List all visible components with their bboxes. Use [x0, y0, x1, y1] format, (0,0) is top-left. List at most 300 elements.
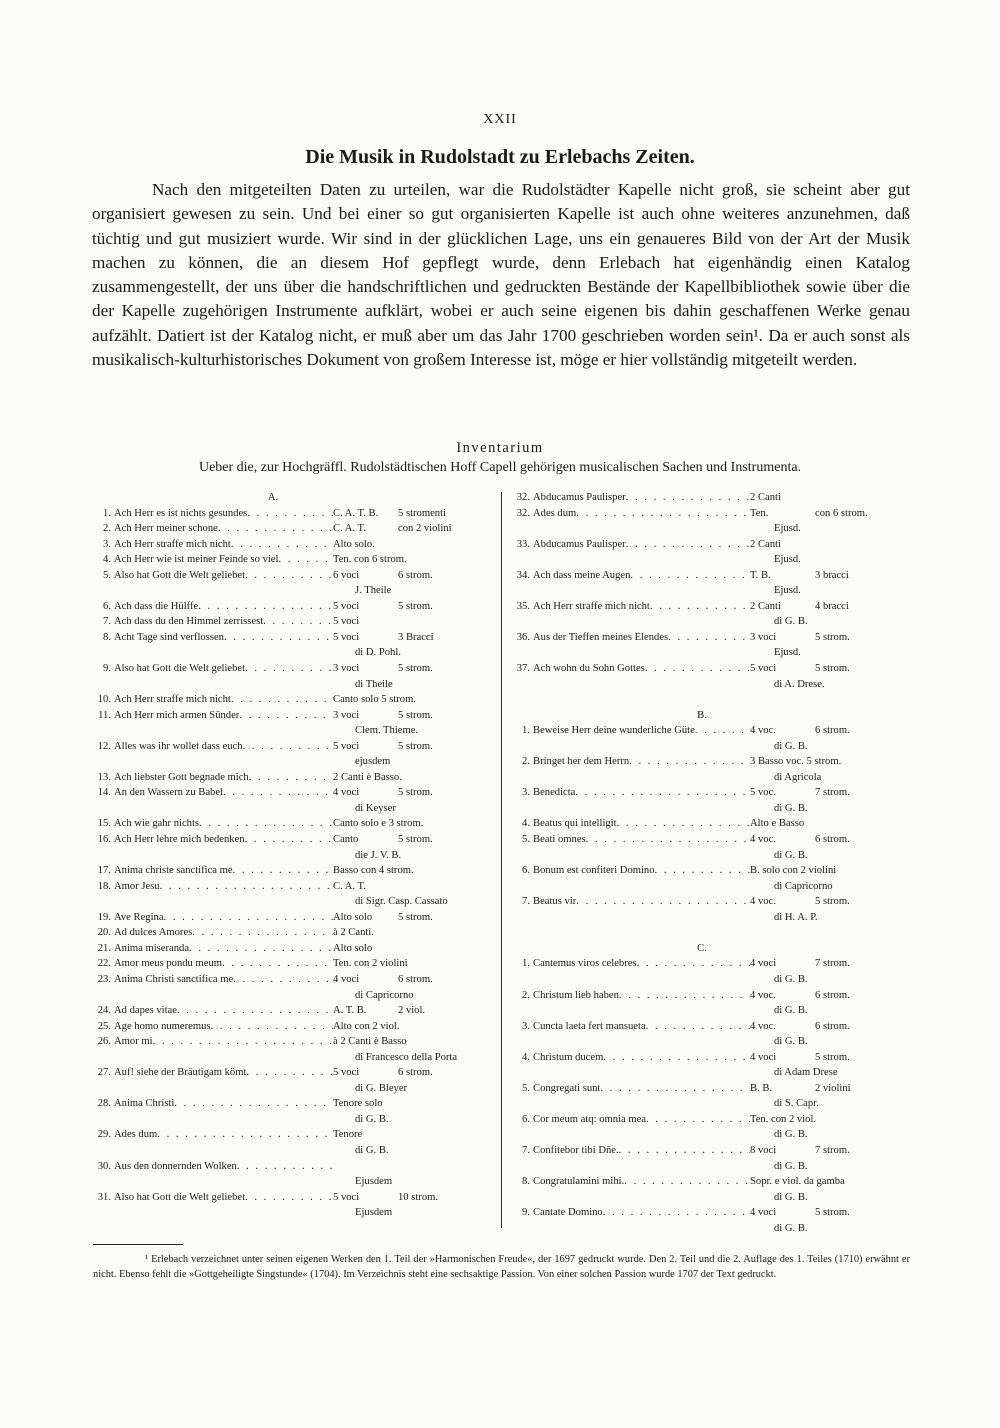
catalog-entry — [93, 770, 496, 786]
leader-dots — [619, 1143, 750, 1159]
catalog-entry — [512, 1112, 902, 1128]
catalog-entry — [93, 925, 496, 941]
entry-attribution: di S. Capr. — [774, 1098, 819, 1110]
catalog-entry — [93, 630, 496, 646]
catalog-entry — [512, 754, 902, 770]
catalog-entry — [93, 1096, 496, 1112]
entry-instruments: 3 Bracci — [398, 631, 434, 643]
entry-title: Ades dum — [533, 507, 577, 519]
catalog-entry — [512, 956, 902, 972]
entry-instruments — [398, 770, 496, 786]
entry-title: Congratulamini mihi. — [533, 1176, 625, 1188]
entry-instruments: 4 bracci — [815, 600, 849, 612]
entry-instruments: 6 strom. — [815, 989, 850, 1001]
entry-title: Anima Christi — [114, 1098, 175, 1110]
entry-title-cell — [512, 1143, 750, 1159]
leader-dots — [626, 537, 750, 553]
entry-instruments — [398, 614, 496, 630]
entry-number: 9. — [522, 1207, 530, 1219]
entry-number: 4. — [522, 1051, 530, 1063]
entry-attribution: di Theile — [355, 678, 393, 690]
entry-voices: 4 voci — [750, 1051, 777, 1063]
catalog-left-column — [93, 490, 496, 1221]
entry-instruments: 7 strom. — [815, 1144, 850, 1156]
catalog-entry — [93, 1003, 496, 1019]
catalog-entry — [93, 785, 496, 801]
entry-number: 6. — [522, 865, 530, 877]
entry-instruments — [815, 863, 902, 879]
footnote: ¹ Erlebach verzeichnet unter seinen eigenen Werken den 1. Teil der »Harmonischen Freude«, der 1697 gedruckt wurde. Den 2. Teil und die 2. Auflage des 1. Teiles (1710) erwähnt er nicht. Ebenso fehlt die »Gottgeheiligte Singstunde« (1704). Im Verzeichnis steht eine sechsaktige Passion. Von einer solchen Passion wurde 1707 der Text gedruckt. — [93, 1254, 910, 1280]
catalog-entry — [93, 863, 496, 879]
entry-title: Beweise Herr deine wunderliche Güte — [533, 725, 695, 737]
entry-title: Ach Herr straffe mich nicht — [533, 600, 650, 612]
entry-attribution: di H. A. P. — [774, 911, 818, 923]
entry-voices: C. A. T. B. — [333, 507, 379, 519]
leader-dots — [245, 1190, 333, 1206]
entry-number: 30. — [97, 1160, 111, 1172]
entry-title-cell — [512, 568, 750, 584]
entry-instruments: con 2 violini — [398, 523, 452, 535]
entry-title: Congregati sunt — [533, 1082, 601, 1094]
entry-title: Bringet her dem Herrn — [533, 756, 630, 768]
entry-voices: Canto solo 5 strom. — [333, 694, 416, 706]
entry-attribution: di G. B. — [774, 616, 808, 628]
entry-title-cell — [93, 1190, 333, 1206]
entry-title: Acht Tage sind verflossen — [114, 631, 224, 643]
entry-title: Ach liebster Gott begnade mich — [114, 771, 249, 783]
entry-voices: 5 voci — [333, 600, 360, 612]
entry-instruments — [398, 863, 496, 879]
entry-number: 32. — [516, 507, 530, 519]
page-title: Die Musik in Rudolstadt zu Erlebachs Zeiten. — [305, 146, 695, 168]
entry-attribution: di Adam Drese — [774, 1067, 838, 1079]
entry-title-cell — [93, 879, 333, 895]
entry-title: Ach Herr wie ist meiner Feinde so viel — [114, 554, 279, 566]
entry-instruments: 5 stromenti — [398, 507, 446, 519]
catalog-entry — [512, 1050, 902, 1066]
entry-instruments: 2 viol. — [398, 1005, 426, 1017]
entry-title: Ach Herr straffe mich nicht — [114, 694, 231, 706]
entry-voices: C. A. T. — [333, 880, 366, 892]
entry-number: 7. — [103, 616, 111, 628]
entry-number: 2. — [522, 756, 530, 768]
leader-dots — [645, 661, 750, 677]
entry-voices: 5 voci — [333, 1067, 360, 1079]
entry-number: 33. — [516, 538, 530, 550]
entry-number: 26. — [97, 1036, 111, 1048]
entry-voices: 6 voci — [333, 569, 360, 581]
entry-instruments: 6 strom. — [815, 1020, 850, 1032]
leader-dots — [218, 521, 333, 537]
entry-instruments: 2 violini — [815, 1082, 851, 1094]
entry-voices: Ten. con 2 viol. — [750, 1113, 817, 1125]
entry-attribution: di G. B. — [774, 740, 808, 752]
entry-voices: Alto solo — [333, 942, 373, 954]
catalog-entry — [93, 692, 496, 708]
entry-instruments — [815, 1112, 902, 1128]
entry-title-cell — [512, 1019, 750, 1035]
entry-title: Ach dass meine Augen — [533, 569, 631, 581]
entry-title: Anima christe sanctifica me — [114, 865, 233, 877]
leader-dots — [646, 1112, 750, 1128]
entry-number: 4. — [103, 554, 111, 566]
entry-title-cell — [512, 1050, 750, 1066]
catalog-entry — [512, 1019, 902, 1035]
entry-attribution: di Sigr. Casp. Cassato — [355, 896, 448, 908]
entry-title: Ave Regina — [114, 911, 164, 923]
catalog-entry — [512, 1143, 902, 1159]
entry-number: 7. — [522, 1144, 530, 1156]
leader-dots — [668, 630, 750, 646]
entry-title-cell — [512, 816, 750, 832]
entry-title-cell — [93, 832, 333, 848]
entry-voices: 2 Canti — [750, 538, 781, 550]
entry-number: 1. — [522, 725, 530, 737]
entry-number: 5. — [522, 834, 530, 846]
catalog-entry — [93, 708, 496, 724]
entry-number: 6. — [103, 600, 111, 612]
catalog-entry — [512, 832, 902, 848]
catalog-entry — [512, 723, 902, 739]
entry-instruments — [398, 941, 496, 957]
leader-dots — [650, 599, 750, 615]
entry-attribution: di G. B. — [774, 1005, 808, 1017]
entry-number: 5. — [103, 569, 111, 581]
entry-attribution: di A. Drese. — [774, 678, 825, 690]
entry-instruments: 6 strom. — [398, 1067, 433, 1079]
entry-number: 31. — [97, 1191, 111, 1203]
entry-title: Abducamus Paulisper — [533, 538, 626, 550]
entry-title: Beatus qui intelligit — [533, 818, 617, 830]
entry-instruments — [398, 552, 496, 568]
entry-voices: à 2 Canti. — [333, 927, 374, 939]
entry-voices: 4 voc. — [750, 1020, 776, 1032]
entry-instruments — [815, 754, 902, 770]
leader-dots — [211, 1019, 333, 1035]
entry-number: 27. — [97, 1067, 111, 1079]
entry-instruments — [815, 816, 902, 832]
entry-attribution: di G. B. — [774, 1160, 808, 1172]
leader-dots — [192, 925, 333, 941]
entry-number: 2. — [103, 523, 111, 535]
entry-number: 10. — [97, 694, 111, 706]
entry-number: 36. — [516, 631, 530, 643]
catalog-entry — [512, 630, 902, 646]
entry-title-cell — [93, 692, 333, 708]
catalog-entry — [93, 568, 496, 584]
entry-number: 29. — [97, 1129, 111, 1141]
leader-dots — [600, 1081, 750, 1097]
entry-instruments — [398, 1096, 496, 1112]
entry-title: Beatus vir — [533, 896, 577, 908]
section-heading: B. — [697, 709, 707, 721]
entry-title: Aus den donnernden Wolken — [114, 1160, 237, 1172]
leader-dots — [603, 1205, 750, 1221]
entry-title: An den Wassern zu Babel — [114, 787, 223, 799]
entry-voices: A. T. B. — [333, 1005, 367, 1017]
entry-title-cell — [93, 816, 333, 832]
entry-title-cell — [93, 863, 333, 879]
entry-attribution: di G. B. — [774, 849, 808, 861]
entry-instruments — [815, 490, 902, 506]
entry-voices: 5 voci — [333, 616, 360, 628]
entry-title-cell — [512, 785, 750, 801]
catalog-entry — [93, 1127, 496, 1143]
entry-title-cell — [512, 630, 750, 646]
leader-dots — [164, 910, 333, 926]
leader-dots — [619, 988, 750, 1004]
entry-voices: Tenore solo — [333, 1098, 383, 1110]
entry-number: 20. — [97, 927, 111, 939]
entry-title: Cantemus viros celebres — [533, 958, 637, 970]
inventory-subtitle: Ueber die, zur Hochgräffl. Rudolstädtischen Hoff Capell gehörigen musicalischen Sachen und Instrumenta. — [198, 460, 802, 475]
entry-number: 6. — [522, 1113, 530, 1125]
entry-title: Ach dass die Hülffe — [114, 600, 199, 612]
entry-number: 14. — [97, 787, 111, 799]
leader-dots — [231, 692, 333, 708]
entry-title: Ach wie gahr nichts — [114, 818, 200, 830]
entry-title-cell — [93, 770, 333, 786]
entry-attribution: di G. B. — [774, 1191, 808, 1203]
entry-title: Anima Christi sanctifica me — [114, 973, 234, 985]
entry-voices: Sopr. e viol. da gamba — [750, 1176, 845, 1188]
entry-instruments: 6 strom. — [398, 973, 433, 985]
leader-dots — [617, 816, 750, 832]
entry-attribution: Ejusdem — [355, 1176, 393, 1188]
entry-voices: 5 voci — [750, 663, 777, 675]
entry-title: Also hat Gott die Welt geliebet — [114, 569, 246, 581]
catalog-entry — [93, 972, 496, 988]
entry-instruments: 5 strom. — [815, 1051, 850, 1063]
entry-title: Cantate Domino — [533, 1207, 603, 1219]
page-number: XXII — [483, 112, 517, 127]
entry-title: Ad dulces Amores — [114, 927, 193, 939]
entry-title-cell — [512, 754, 750, 770]
leader-dots — [246, 1065, 333, 1081]
entry-instruments: 6 strom. — [398, 569, 433, 581]
entry-attribution: di G. B. — [774, 1129, 808, 1141]
leader-dots — [575, 785, 750, 801]
entry-voices: 8 voci — [750, 1144, 777, 1156]
leader-dots — [223, 785, 333, 801]
catalog-entry — [93, 956, 496, 972]
leader-dots — [177, 1003, 333, 1019]
section-heading: A. — [267, 492, 279, 503]
entry-number: 21. — [97, 942, 111, 954]
entry-title: Amor meus pondu meum — [114, 958, 222, 970]
entry-title-cell — [93, 708, 333, 724]
leader-dots — [576, 894, 750, 910]
catalog-entry — [512, 1081, 902, 1097]
entry-voices: C. A. T. — [333, 523, 366, 535]
entry-title: Bonum est confiteri Domino — [533, 865, 655, 877]
entry-number: 23. — [97, 973, 111, 985]
entry-title-cell — [93, 956, 333, 972]
entry-title-cell — [93, 614, 333, 630]
entry-voices: 5 voci — [333, 740, 360, 752]
entry-voices: 4 voc. — [750, 896, 776, 908]
entry-instruments — [398, 816, 496, 832]
entry-title-cell — [512, 661, 750, 677]
entry-attribution: Ejusd. — [774, 585, 801, 597]
entry-instruments: 5 strom. — [398, 663, 433, 675]
leader-dots — [233, 972, 333, 988]
entry-title: Ades dum — [114, 1129, 158, 1141]
catalog-entry — [512, 988, 902, 1004]
leader-dots — [629, 754, 750, 770]
entry-attribution: Ejusd. — [774, 523, 801, 535]
leader-dots — [637, 956, 750, 972]
entry-title-cell — [512, 956, 750, 972]
entry-voices: Alto solo. — [333, 538, 375, 550]
entry-title: Amor mi — [114, 1036, 153, 1048]
entry-voices: Alto solo — [333, 911, 373, 923]
leader-dots — [199, 816, 333, 832]
entry-number: 7. — [522, 896, 530, 908]
entry-title-cell — [93, 661, 333, 677]
entry-title-cell — [93, 568, 333, 584]
entry-instruments: 5 strom. — [398, 709, 433, 721]
catalog-entry — [512, 599, 902, 615]
entry-title: Abducamus Paulisper — [533, 492, 626, 503]
entry-title-cell — [512, 988, 750, 1004]
entry-number: 28. — [97, 1098, 111, 1110]
entry-attribution: Clem. Thieme. — [355, 725, 419, 737]
entry-number: 34. — [516, 569, 530, 581]
entry-title-cell — [93, 599, 333, 615]
catalog-entry — [93, 910, 496, 926]
entry-voices: 5 voc. — [750, 787, 776, 799]
entry-number: 35. — [516, 600, 530, 612]
entry-title-cell — [512, 1174, 750, 1190]
entry-attribution: di G. Bleyer — [355, 1082, 408, 1094]
catalog-entry — [93, 552, 496, 568]
leader-dots — [576, 506, 750, 522]
catalog-entry — [93, 614, 496, 630]
entry-instruments: 5 strom. — [398, 600, 433, 612]
catalog-entry — [512, 785, 902, 801]
footnote-rule — [93, 1244, 183, 1245]
entry-title-cell — [93, 1003, 333, 1019]
entry-title: Ad dapes vitae — [114, 1005, 177, 1017]
entry-title: Ach Herr mich armen Sünder — [114, 709, 240, 721]
entry-title-cell — [93, 1065, 333, 1081]
entry-instruments: 5 strom. — [815, 1207, 850, 1219]
entry-voices: Ten. — [750, 507, 769, 519]
entry-voices: Tenore — [333, 1129, 363, 1141]
entry-title: Amor Jesu — [114, 880, 160, 892]
entry-title-cell — [93, 1127, 333, 1143]
entry-title: Confitebor tibi Dñe. — [533, 1144, 619, 1156]
entry-number: 25. — [97, 1020, 111, 1032]
entry-title-cell — [512, 723, 750, 739]
leader-dots — [249, 770, 333, 786]
catalog-entry — [93, 599, 496, 615]
entry-instruments — [398, 1127, 496, 1143]
column-divider — [501, 492, 502, 1228]
leader-dots — [630, 568, 750, 584]
catalog-entry — [512, 506, 902, 522]
entry-voices: Canto — [333, 834, 359, 846]
leader-dots — [237, 1159, 333, 1175]
intro-paragraph: Nach den mitgeteilten Daten zu urteilen, war die Rudolstädter Kapelle nicht groß, sie scheint aber gut organisiert gewesen zu sein. Und bei einer so gut organisierten Kapelle ist auch ohne weiteres anzunehmen, daß tüchtig und gut musiziert wurde. Wir sind in der glücklichen Lage, uns ein genaueres Bild von der Art der Musik machen zu können, die an diesem Hof gepflegt wurde, denn Erlebach hat eigenhändig einen Katalog zusammengestellt, der uns über die handschriftlichen und gedruckten Bestände der Kapellbibliothek sowie über die der Kapelle zugehörigen Instrumente aufklärt, wobei er auch seine eigenen bis dahin geschaffenen Werke genau aufzählt. Datiert ist der Katalog nicht, er muß aber um das Jahr 1700 geschrieben worden sein¹. Da er auch sonst als musikalisch-kulturhistorisches Dokument von großem Interesse ist, möge er hier vollständig mitgeteilt werden. — [92, 180, 910, 370]
leader-dots — [245, 661, 333, 677]
entry-instruments — [398, 1159, 496, 1175]
catalog-entry — [512, 1174, 902, 1190]
entry-title-cell — [512, 1112, 750, 1128]
entry-number: 5. — [522, 1082, 530, 1094]
entry-voices: à 2 Canti è Basso — [333, 1036, 407, 1048]
entry-number: 19. — [97, 911, 111, 923]
entry-attribution: di G. B. — [774, 1222, 808, 1234]
entry-instruments: 5 strom. — [815, 896, 850, 908]
entry-title-cell — [93, 1096, 333, 1112]
section-heading: C. — [697, 942, 707, 954]
entry-title-cell — [512, 490, 750, 506]
catalog-entry — [512, 661, 902, 677]
entry-instruments — [815, 1174, 902, 1190]
entry-instruments: con 6 strom. — [815, 507, 868, 519]
entry-attribution: J. Theile — [355, 585, 392, 597]
entry-attribution: die J. V. B. — [355, 849, 402, 861]
catalog-entry — [93, 1159, 496, 1175]
catalog-entry — [93, 537, 496, 553]
leader-dots — [153, 1034, 333, 1050]
entry-instruments — [398, 925, 496, 941]
leader-dots — [603, 1050, 750, 1066]
catalog-entry — [512, 894, 902, 910]
entry-title: Christum lieb haben — [533, 989, 619, 1001]
entry-instruments — [398, 879, 496, 895]
catalog-entry — [93, 879, 496, 895]
leader-dots — [233, 863, 333, 879]
entry-number: 24. — [97, 1005, 111, 1017]
leader-dots — [231, 537, 333, 553]
entry-instruments — [398, 537, 496, 553]
catalog-entry — [93, 816, 496, 832]
entry-title: Christum ducem — [533, 1051, 604, 1063]
entry-voices: 4 voci — [333, 973, 360, 985]
entry-attribution: di G. B. — [774, 973, 808, 985]
entry-voices: Basso con 4 strom. — [333, 865, 414, 877]
leader-dots — [198, 599, 333, 615]
catalog-right-column — [512, 490, 902, 1236]
entry-title-cell — [93, 941, 333, 957]
entry-voices: 3 voci — [333, 709, 360, 721]
leader-dots — [243, 739, 333, 755]
leader-dots — [624, 1174, 750, 1190]
entry-instruments — [398, 956, 496, 972]
entry-number: 3. — [103, 538, 111, 550]
entry-title-cell — [93, 1034, 333, 1050]
entry-title: Cuncta laeta fert mansueta — [533, 1020, 646, 1032]
entry-instruments: 5 strom. — [815, 663, 850, 675]
entry-voices: 4 voc. — [750, 725, 776, 737]
catalog-entry — [93, 506, 496, 522]
leader-dots — [245, 832, 333, 848]
leader-dots — [247, 506, 333, 522]
entry-instruments: 5 strom. — [398, 834, 433, 846]
leader-dots — [646, 1019, 750, 1035]
entry-instruments: 7 strom. — [815, 787, 850, 799]
entry-instruments: 10 strom. — [398, 1191, 439, 1203]
entry-voices: 3 Basso voc. 5 strom. — [750, 756, 842, 768]
entry-voices: 4 voci — [333, 787, 360, 799]
entry-title-cell — [93, 972, 333, 988]
section-spacer — [512, 692, 902, 708]
entry-instruments: 7 strom. — [815, 958, 850, 970]
entry-number: 22. — [97, 958, 111, 970]
